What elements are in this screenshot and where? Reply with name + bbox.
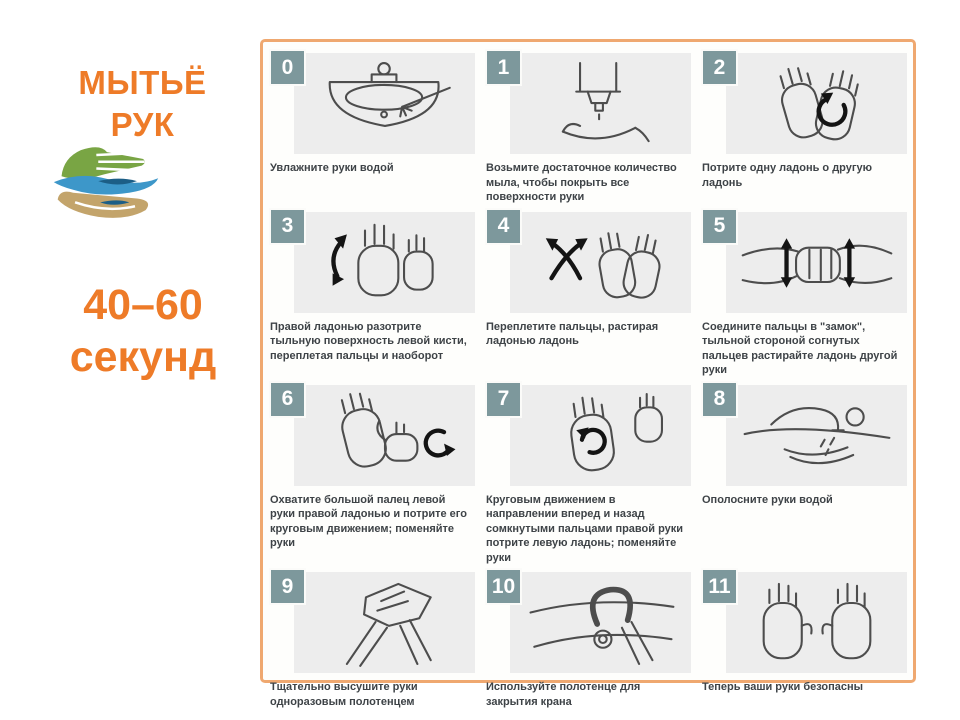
step-caption: Правой ладонью разотрите тыльную поверхность левой кисти, переплетая пальцы и наоборот bbox=[270, 320, 467, 362]
step-card bbox=[485, 205, 691, 378]
step-number-badge: 1 bbox=[485, 49, 522, 86]
step-card bbox=[485, 378, 691, 566]
step-number-badge: 11 bbox=[701, 568, 738, 605]
step-number-badge: 6 bbox=[269, 381, 306, 418]
step-number-badge: 8 bbox=[701, 381, 738, 418]
step-card bbox=[269, 565, 475, 709]
step-number-badge: 9 bbox=[269, 568, 306, 605]
rinse-hands-icon bbox=[726, 385, 907, 486]
dry-hands-towel-icon bbox=[294, 572, 475, 673]
thumb-rotational-rub-icon bbox=[294, 385, 475, 486]
step-card bbox=[701, 46, 907, 205]
step-number-badge: 5 bbox=[701, 208, 738, 245]
step-card bbox=[269, 378, 475, 566]
step-number-badge: 2 bbox=[701, 49, 738, 86]
step-card bbox=[701, 378, 907, 566]
step-caption: Соедините пальцы в "замок", тыльной стороной согнутых пальцев растирайте ладонь другой руки bbox=[702, 320, 898, 377]
step-caption: Используйте полотенце для закрытия крана bbox=[486, 681, 641, 708]
poster-title-line2: РУК bbox=[110, 106, 175, 144]
towel-close-tap-icon bbox=[510, 572, 691, 673]
step-number-badge: 7 bbox=[485, 381, 522, 418]
poster-title-line1: МЫТЬЁ bbox=[78, 64, 207, 101]
duration-text bbox=[18, 280, 268, 383]
step-number-badge: 0 bbox=[269, 49, 306, 86]
step-caption: Увлажните руки водой bbox=[270, 162, 394, 174]
palm-to-palm-rub-icon bbox=[726, 53, 907, 154]
step-caption: Переплетите пальцы, растирая ладонью ладонь bbox=[486, 320, 659, 348]
step-card bbox=[701, 205, 907, 378]
step-caption: Круговым движением в направлении вперед и назад сомкнутыми пальцами правой руки потрите левую ладонь; поменяйте руки bbox=[486, 493, 684, 564]
step-card bbox=[269, 205, 475, 378]
step-caption: Охватите большой палец левой руки правой ладонью и потрите его круговым движением; поменяйте руки bbox=[270, 493, 467, 550]
interlocked-fingers-icon bbox=[726, 212, 907, 313]
step-card bbox=[485, 565, 691, 709]
fingertips-circular-rub-icon bbox=[510, 385, 691, 486]
interlaced-fingers-icon bbox=[510, 212, 691, 313]
handwash-poster bbox=[260, 39, 916, 708]
duration-line1: 40–60 bbox=[83, 281, 203, 329]
poster-title bbox=[20, 62, 265, 146]
soap-dispenser-icon bbox=[510, 53, 691, 154]
step-number-badge: 4 bbox=[485, 208, 522, 245]
step-caption: Ополосните руки водой bbox=[702, 493, 833, 506]
palm-over-dorsum-icon bbox=[294, 212, 475, 313]
steps-grid bbox=[269, 46, 907, 708]
step-card bbox=[485, 46, 691, 205]
step-caption: Возьмите достаточное количество мыла, чтобы покрыть все поверхности руки bbox=[486, 162, 677, 204]
step-caption: Потрите одну ладонь о другую ладонь bbox=[702, 162, 872, 189]
clean-hands-logo bbox=[48, 142, 164, 226]
step-card bbox=[701, 565, 907, 709]
step-card bbox=[269, 46, 475, 205]
step-caption: Теперь ваши руки безопасны bbox=[702, 681, 864, 694]
duration-line2: секунд bbox=[69, 332, 217, 381]
step-number-badge: 3 bbox=[269, 208, 306, 245]
wet-hands-under-tap-icon bbox=[294, 53, 475, 154]
step-caption: Тщательно высушите руки одноразовым полотенцем bbox=[270, 681, 418, 708]
safe-hands-icon bbox=[726, 572, 907, 673]
step-number-badge: 10 bbox=[485, 568, 522, 605]
clean-hands-logo-graphic bbox=[48, 142, 164, 226]
